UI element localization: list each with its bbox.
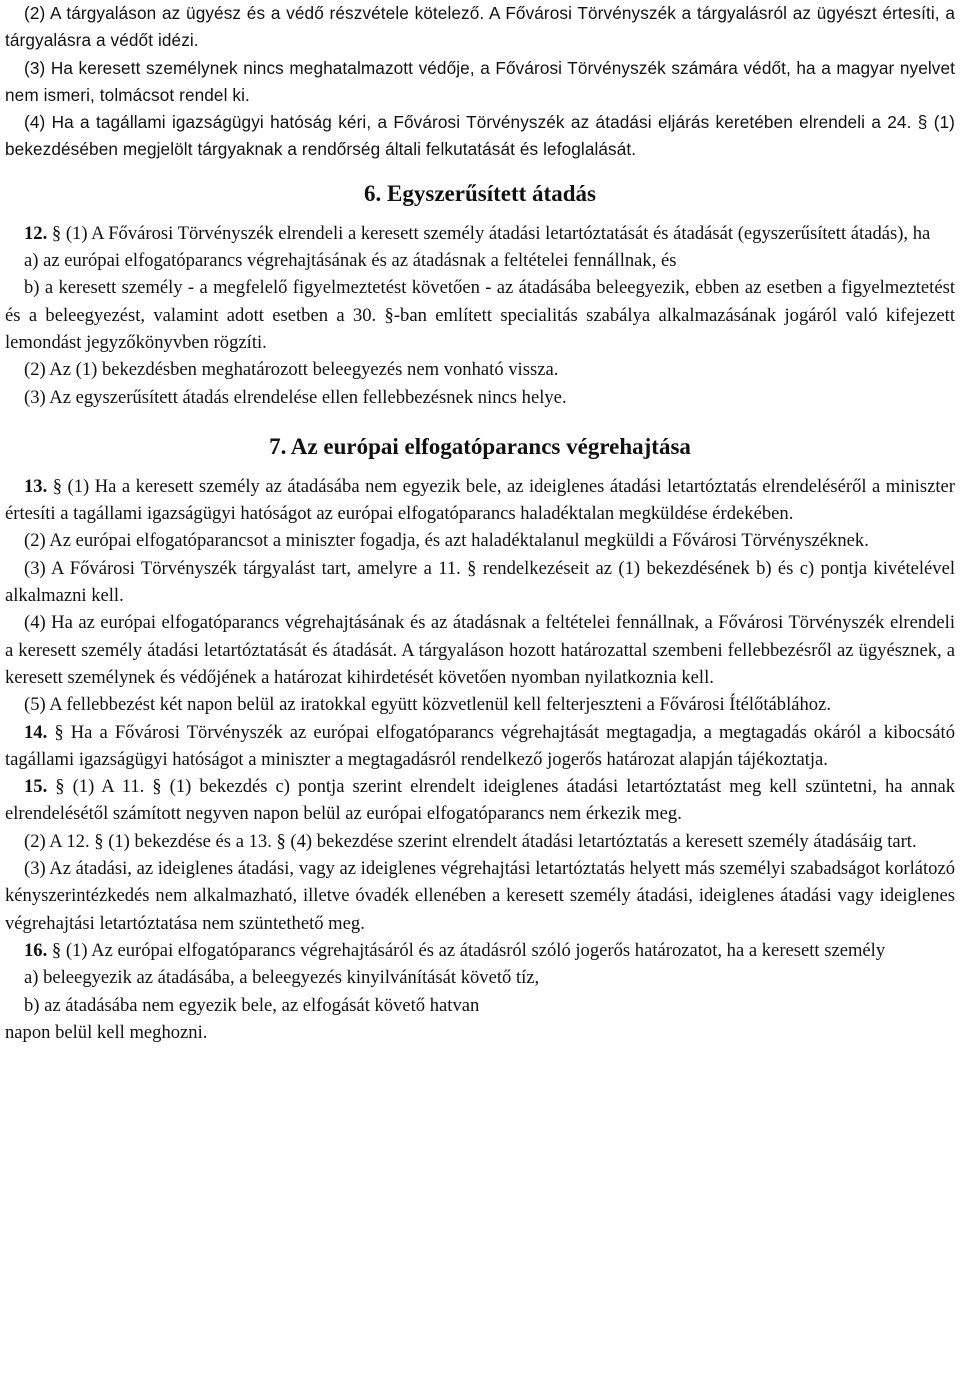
section-number: 14. <box>24 721 48 743</box>
section-text: § Ha a Fővárosi Törvényszék az európai elfogatóparancs végrehajtását megtagadja, a megtagadás okáról a kibocsátó tagállami igazságügyi hatóságot a miniszter a megtagadásról rendelkező jogerős határozat alapján tájékoztatja. <box>5 721 955 770</box>
document-page <box>5 0 955 1046</box>
section-14 <box>5 719 955 774</box>
paragraph-tail: napon belül kell meghozni. <box>5 1021 208 1043</box>
list-item: (3) Az egyszerűsített átadás elrendelése ellen fellebbezésnek nincs helye. <box>24 386 567 408</box>
section-text: § (1) Ha a keresett személy az átadásába nem egyezik bele, az ideiglenes átadási letartóztatás elrendeléséről a miniszter értesíti a tagállami igazságügyi hatóságot az európai elfogatóparancs haladéktalan megküldése érdekében. <box>5 475 955 525</box>
list-item: (2) Az (1) bekezdésben meghatározott beleegyezés nem vonható vissza. <box>24 359 559 381</box>
section-number: 13. <box>24 475 48 497</box>
list-item: (2) Az európai elfogatóparancsot a miniszter fogadja, és azt haladéktalanul megküldi a Fővárosi Törvényszéknek. <box>24 530 869 552</box>
list-item: a) az európai elfogatóparancs végrehajtásának és az átadásnak a feltételei fennállnak, és <box>24 250 677 272</box>
list-item: (5) A fellebbezést két napon belül az iratokkal együtt közvetlenül kell felterjeszteni a Fővárosi Ítélőtáblához. <box>24 694 831 716</box>
section-number: 16. <box>24 939 48 961</box>
section-13 <box>5 473 955 528</box>
section-text: § (1) A Fővárosi Törvényszék elrendeli a keresett személy átadási letartóztatását és átadását (egyszerűsített átadás), ha <box>47 222 931 244</box>
list-item: b) a keresett személy - a megfelelő figyelmeztetést követően - az átadásába beleegyezik, ebben az esetben a figyelmeztetést és a beleegyezést, valamint adott esetben a 30. §-ban említett specialitás szabálya alkalmazásának jogáról való kifejezett lemondást jegyzőkönyvben rögzíti. <box>5 277 955 353</box>
list-item: (2) A 12. § (1) bekezdése és a 13. § (4) bekezdése szerint elrendelt átadási letartóztatás a keresett személy átadásáig tart. <box>24 830 917 852</box>
list-item: (3) A Fővárosi Törvényszék tárgyalást tart, amelyre a 11. § rendelkezéseit az (1) bekezdésének b) és c) pontja kivételével alkalmazni kell. <box>5 557 955 607</box>
list-item: a) beleegyezik az átadásába, a beleegyezés kinyilvánítását követő tíz, <box>24 967 540 989</box>
section-12 <box>5 220 955 247</box>
list-item: b) az átadásába nem egyezik bele, az elfogását követő hatvan <box>24 994 480 1016</box>
paragraph: (3) Ha keresett személynek nincs meghatalmazott védője, a Fővárosi Törvényszék számára védőt, ha a magyar nyelvet nem ismeri, tolmácsot rendel ki. <box>5 57 955 105</box>
list-item: (4) Ha az európai elfogatóparancs végrehajtásának és az átadásnak a feltételei fennállnak, a Fővárosi Törvényszék elrendeli a keresett személy átadási letartóztatását és átadását. A tárgyaláson hozott határozattal szembeni fellebbezésről az ügyésznek, a keresett személynek és védőjének a határozat kihirdetését követően nyomban nyilatkoznia kell. <box>5 612 955 688</box>
section-heading-7: 7. Az európai elfogatóparancs végrehajtása <box>269 433 691 459</box>
section-number: 12. <box>24 222 48 244</box>
paragraph: (4) Ha a tagállami igazságügyi hatóság kéri, a Fővárosi Törvényszék az átadási eljárás keretében elrendeli a 24. § (1) bekezdésében megjelölt tárgyaknak a rendőrség általi felkutatását és lefoglalását. <box>5 112 955 160</box>
list-item: (3) Az átadási, az ideiglenes átadási, vagy az ideiglenes végrehajtási letartóztatás helyett más személyi szabadságot korlátozó kényszerintézkedés nem alkalmazható, illetve óvadék ellenében a keresett személy átadási, ideiglenes átadási vagy ideiglenes végrehajtási letartóztatása nem szüntethető meg. <box>5 858 955 934</box>
section-15 <box>5 773 955 828</box>
section-text: § (1) A 11. § (1) bekezdés c) pontja szerint elrendelt ideiglenes átadási letartóztatást meg kell szüntetni, ha annak elrendelésétől számított negyven napon belül az európai elfogatóparancs nem érkezik meg. <box>5 776 955 825</box>
paragraph: (2) A tárgyaláson az ügyész és a védő részvétele kötelező. A Fővárosi Törvényszék a tárgyalásról az ügyészt értesíti, a tárgyalásra a védőt idézi. <box>5 3 955 51</box>
section-heading-6: 6. Egyszerűsített átadás <box>364 180 596 206</box>
section-text: § (1) Az európai elfogatóparancs végrehajtásáról és az átadásról szóló jogerős határozatot, ha a keresett személy <box>47 939 886 961</box>
section-16 <box>5 937 955 964</box>
section-number: 15. <box>24 776 48 798</box>
